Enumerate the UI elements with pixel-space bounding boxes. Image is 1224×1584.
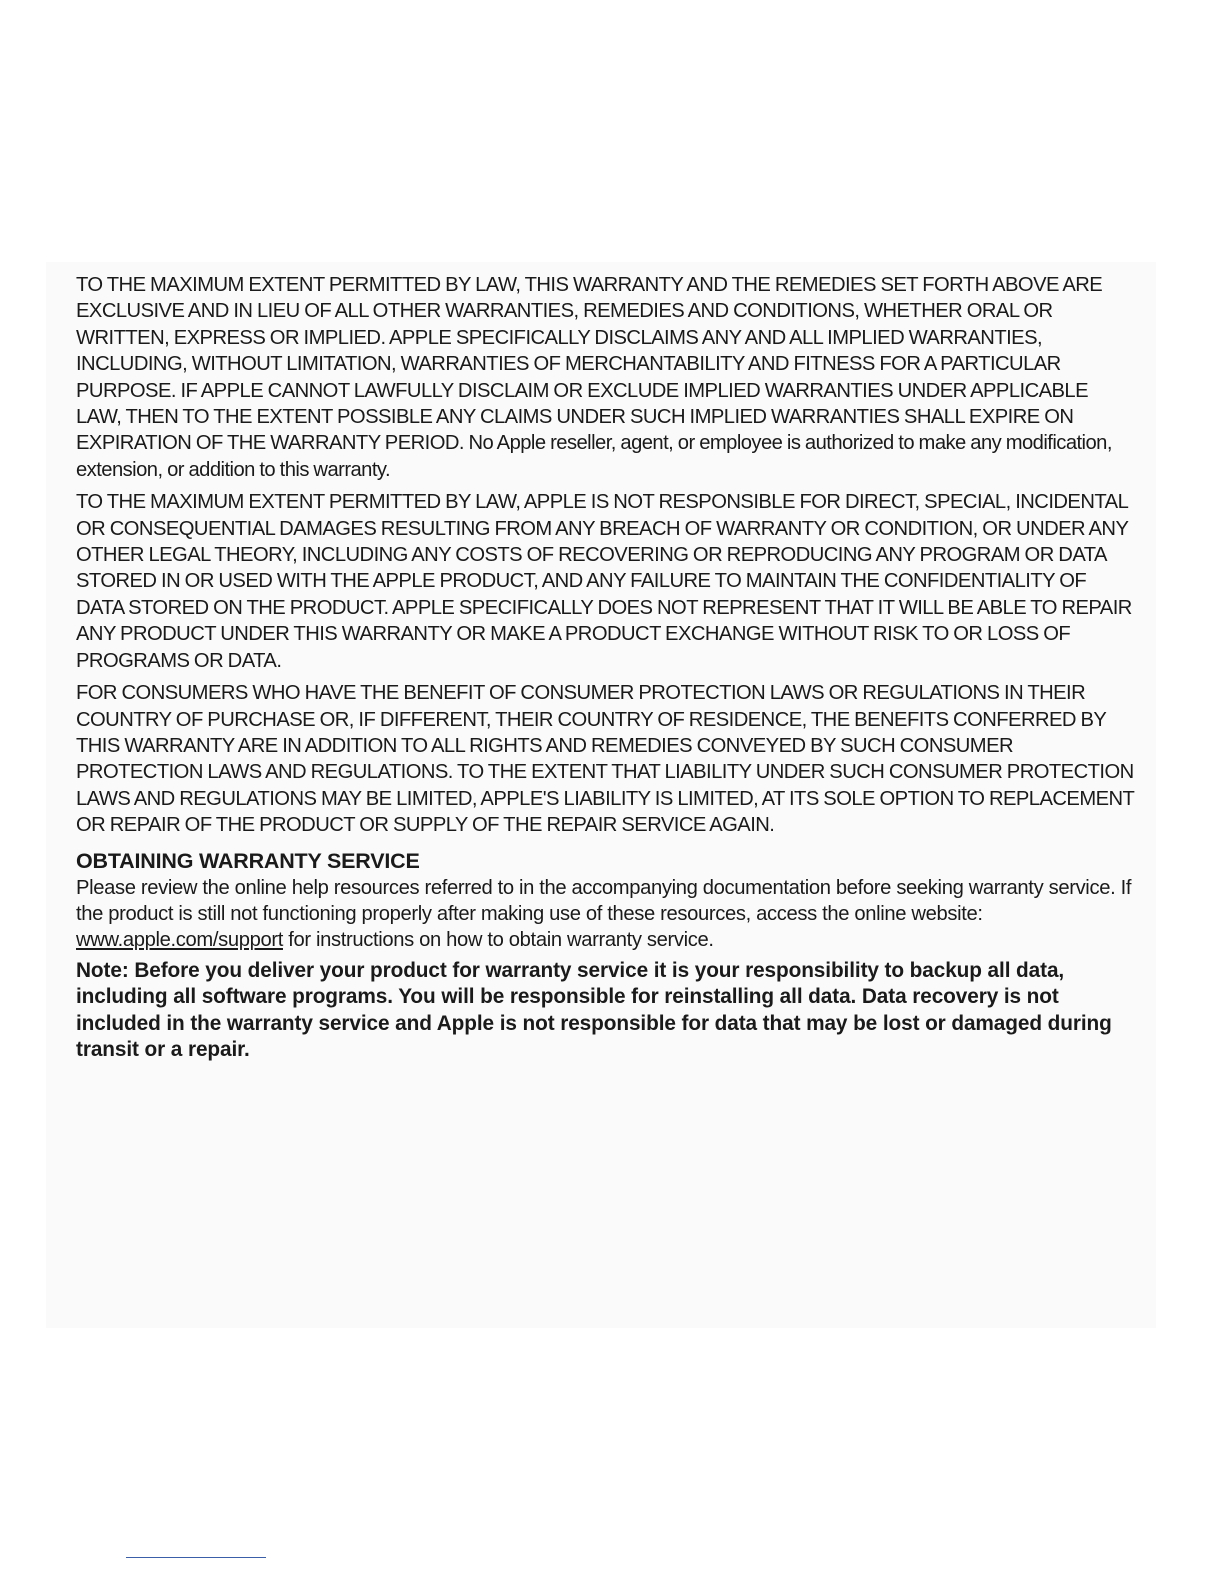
backup-note: Note: Before you deliver your product for warranty service it is your responsibility to backup all data, including all software programs. You will be responsible for reinstalling all data. Data recovery is not included in the warranty service and Apple is not responsible for data that may be lost or damaged during transit or a repair. [76, 958, 1112, 1061]
service-instructions [76, 875, 1136, 954]
liability-paragraph: TO THE MAXIMUM EXTENT PERMITTED BY LAW, APPLE IS NOT RESPONSIBLE FOR DIRECT, SPECIAL, INCIDENTAL OR CONSEQUENTIAL DAMAGES RESULTING FROM ANY BREACH OF WARRANTY OR CONDITION, OR UNDER ANY OTHER LEGAL THEORY, INCLUDING ANY COSTS OF RECOVERING OR REPRODUCING ANY PROGRAM OR DATA STORED IN OR USED WITH THE APPLE PRODUCT, AND ANY FAILURE TO MAINTAIN THE CONFIDENTIALITY OF DATA STORED ON THE PRODUCT. APPLE SPECIFICALLY DOES NOT REPRESENT THAT IT WILL BE ABLE TO REPAIR ANY PRODUCT UNDER THIS WARRANTY OR MAKE A PRODUCT EXCHANGE WITHOUT RISK TO OR LOSS OF PROGRAMS OR DATA. [76, 491, 1132, 672]
warranty-document [76, 272, 1136, 1063]
consumer-protection-paragraph: FOR CONSUMERS WHO HAVE THE BENEFIT OF CONSUMER PROTECTION LAWS OR REGULATIONS IN THEIR COUNTRY OF PURCHASE OR, IF DIFFERENT, THEIR COUNTRY OF RESIDENCE, THE BENEFITS CONFERRED BY THIS WARRANTY ARE IN ADDITION TO ALL RIGHTS AND REMEDIES CONVEYED BY SUCH CONSUMER PROTECTION LAWS AND REGULATIONS. TO THE EXTENT THAT LIABILITY UNDER SUCH CONSUMER PROTECTION LAWS AND REGULATIONS MAY BE LIMITED, APPLE'S LIABILITY IS LIMITED, AT ITS SOLE OPTION TO REPLACEMENT OR REPAIR OF THE PRODUCT OR SUPPLY OF THE REPAIR SERVICE AGAIN. [76, 682, 1134, 837]
service-text-before: Please review the online help resources referred to in the accompanying documentation before seeking warranty service. If the product is still not functioning properly after making use of these resources, access the online website: [76, 876, 1132, 925]
service-text-after: for instructions on how to obtain warranty service. [282, 929, 714, 952]
section-heading: OBTAINING WARRANTY SERVICE [76, 848, 420, 873]
footnote-divider [126, 1557, 266, 1558]
disclaimer-paragraph: TO THE MAXIMUM EXTENT PERMITTED BY LAW, THIS WARRANTY AND THE REMEDIES SET FORTH ABOVE ARE EXCLUSIVE AND IN LIEU OF ALL OTHER WARRANTIES, REMEDIES AND CONDITIONS, WHETHER ORAL OR WRITTEN, EXPRESS OR IMPLIED. APPLE SPECIFICALLY DISCLAIMS ANY AND ALL IMPLIED WARRANTIES, INCLUDING, WITHOUT LIMITATION, WARRANTIES OF MERCHANTABILITY AND FITNESS FOR A PARTICULAR PURPOSE. IF APPLE CANNOT LAWFULLY DISCLAIM OR EXCLUDE IMPLIED WARRANTIES UNDER APPLICABLE LAW, THEN TO THE EXTENT POSSIBLE ANY CLAIMS UNDER SUCH IMPLIED WARRANTIES SHALL EXPIRE ON EXPIRATION OF THE WARRANTY PERIOD. No Apple reseller, agent, or employee is authorized to make any modification, extension, or addition to this warranty. [76, 274, 1112, 481]
support-link[interactable]: www.apple.com/support [76, 929, 283, 952]
